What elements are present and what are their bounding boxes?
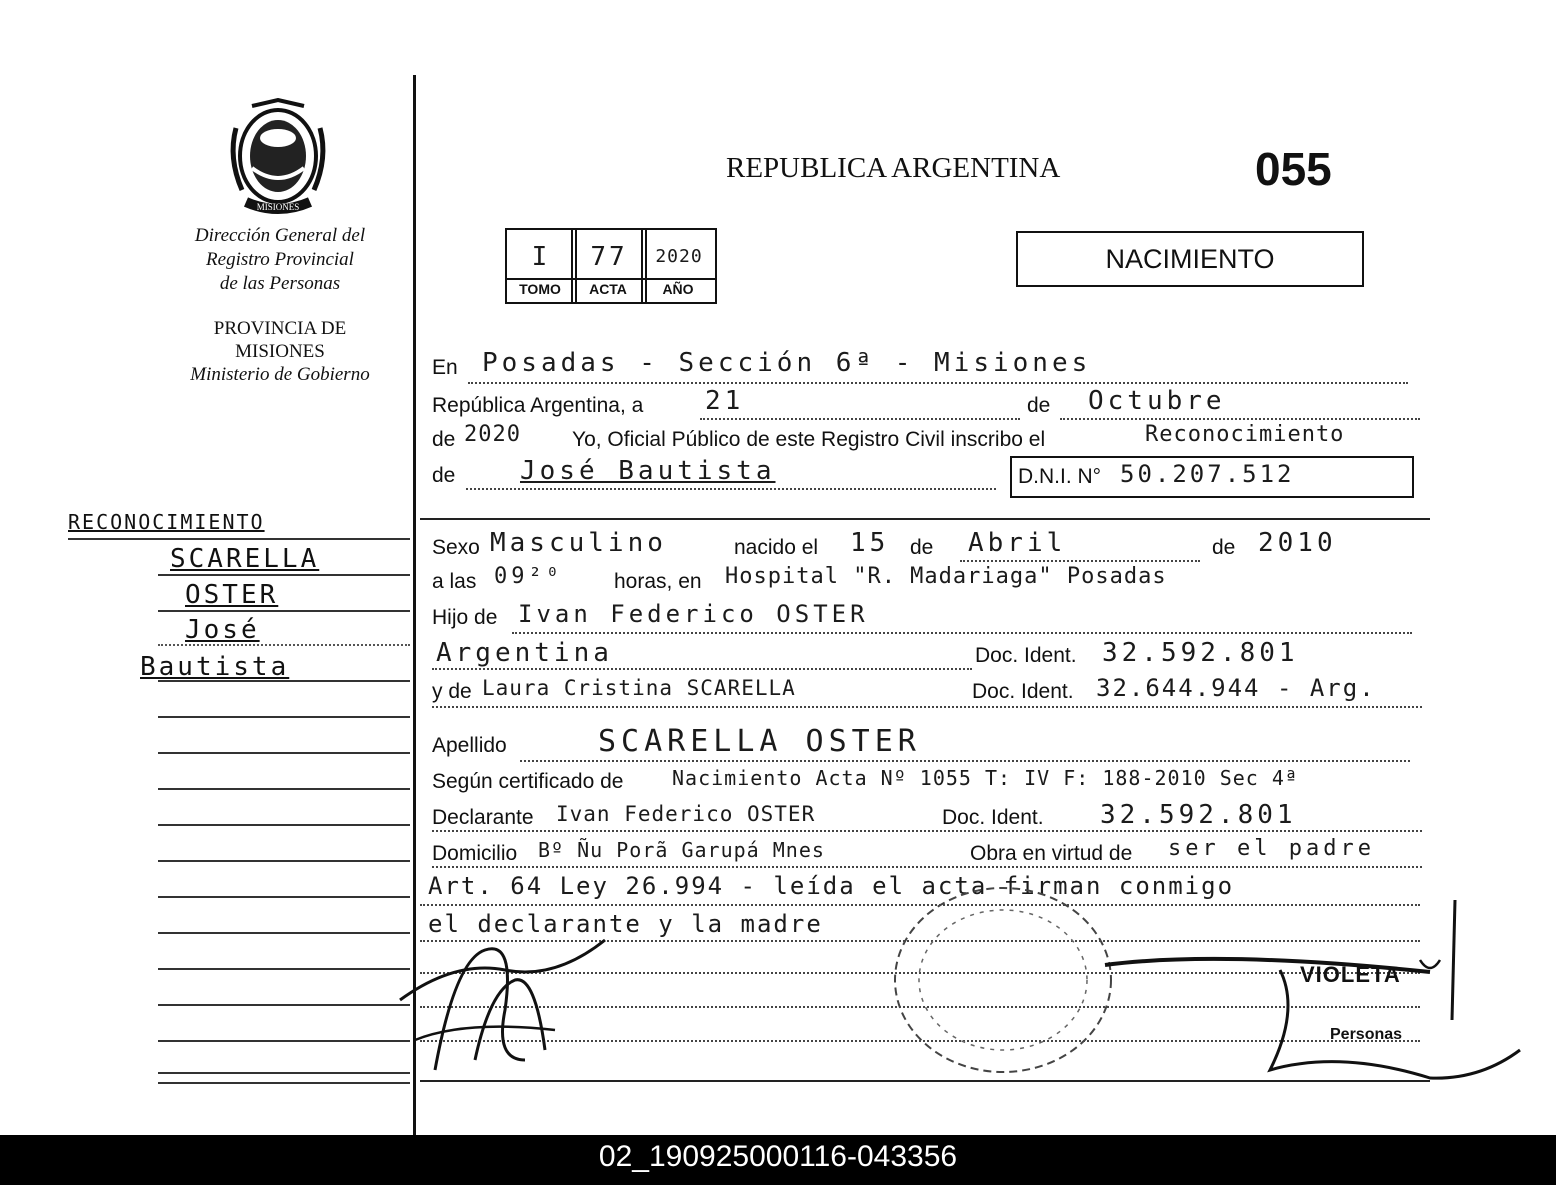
margin-rule [158,788,410,790]
margin-rule [158,860,410,862]
margin-note-line3: José [185,615,260,645]
birth-month-value: Abril [968,528,1067,558]
mother-doc-value: 32.644.944 - Arg. [1096,674,1376,702]
horas-label: horas, en [614,570,702,593]
place-rule [468,382,1408,384]
apellido-rule [520,760,1410,762]
month-rule [1060,418,1420,420]
de4-label: de [1212,536,1236,559]
day-rule [700,418,1020,420]
margin-note-line2: OSTER [185,580,279,610]
official-name: VIOLETA [1300,962,1401,987]
certificado-value: Nacimiento Acta Nº 1055 T: IV F: 188-2010 Sec 4ª [672,766,1298,790]
margin-rule [158,610,410,612]
official-title: Personas [1330,1026,1403,1043]
margin-note-line4: Bautista [140,652,290,682]
mother-value: Laura Cristina SCARELLA [482,676,796,700]
margin-rule [158,574,410,576]
hijo-label: Hijo de [432,606,498,629]
margin-rule [158,896,410,898]
birth-day-value: 15 [850,528,890,558]
extra-line2: el declarante y la madre [428,910,823,938]
dni-label: D.N.I. N° [1018,465,1102,488]
section-separator [420,518,1430,520]
father-nat-rule [432,668,972,670]
apellido-label: Apellido [432,734,507,757]
folio-number: 055 [1255,143,1332,195]
nacido-label: nacido el [734,536,819,559]
declarante-doc-value: 32.592.801 [1100,800,1297,830]
y-de-label: y de [432,680,472,703]
ministry-name: Ministerio de Gobierno [190,364,370,385]
footer-bar [0,1135,1556,1185]
agency-line3: de las Personas [219,273,341,294]
margin-rule [158,680,410,682]
margin-rule [158,1082,410,1084]
hour-value: 09²⁰ [494,564,563,589]
margin-rule [158,1040,410,1042]
declarante-label: Declarante [432,806,534,829]
republica-label: República Argentina, a [432,394,644,417]
margin-rule [158,644,410,646]
province-line2: MISIONES [235,341,325,362]
father-nat-value: Argentina [436,638,613,668]
seal-text: MISIONES [256,202,300,212]
margin-rule [158,932,410,934]
year-value: 2020 [464,422,521,447]
declarant-signature-icon [395,920,635,1080]
segun-label: Según certificado de [432,770,624,793]
margin-rule [158,1072,410,1074]
year-prefix-label: de [432,428,456,451]
mother-doc-label: Doc. Ident. [972,680,1074,703]
father-value: Ivan Federico OSTER [518,600,869,628]
margin-note-line1: SCARELLA [170,544,320,574]
de2-label: de [432,464,456,487]
dni-value: 50.207.512 [1120,460,1295,488]
apellido-value: SCARELLA OSTER [598,724,921,759]
domicilio-value: Bº Ñu Porã Garupá Mnes [538,838,825,862]
day-value: 21 [705,386,745,416]
agency-name [160,224,400,296]
doc-type-label: NACIMIENTO [1105,244,1275,274]
inscribe-text: Yo, Oficial Público de este Registro Civil inscribo el [572,428,1046,451]
footer-code: 02_190925000116-043356 [598,1140,958,1173]
tomo-value: I [531,242,551,272]
act-kind-value: Reconocimiento [1145,422,1345,447]
declarante-doc-label: Doc. Ident. [942,806,1044,829]
book-labels-divider [505,278,715,280]
dni-box [1010,456,1414,498]
country-title: REPUBLICA ARGENTINA [726,152,1061,184]
agency-line1: Dirección General del [194,225,366,246]
birth-month-rule [960,560,1200,562]
birth-year-value: 2010 [1258,528,1337,558]
name-rule [466,488,996,490]
place-value: Posadas - Sección 6ª - Misiones [482,348,1092,378]
en-label: En [432,356,458,379]
official-stamp-icon [888,880,1118,1080]
obra-value: ser el padre [1168,836,1375,861]
father-doc-label: Doc. Ident. [975,644,1077,667]
birthplace-value: Hospital "R. Madariaga" Posadas [725,564,1167,589]
coat-of-arms-icon [222,98,334,216]
tomo-label: TOMO [519,281,561,297]
father-rule [512,632,1412,634]
alas-label: a las [432,570,477,593]
acta-value: 77 [590,242,628,272]
mother-rule [432,706,1422,708]
de-label: de [1027,394,1051,417]
acta-label: ACTA [589,281,627,297]
province-line1: PROVINCIA DE [213,318,347,339]
domicilio-rule [432,866,1422,868]
anio-label: AÑO [662,281,694,297]
month-value: Octubre [1088,386,1226,416]
domicilio-label: Domicilio [432,842,518,865]
anio-value: 2020 [655,246,703,267]
margin-rule [158,968,410,970]
official-signature-icon [1100,890,1530,1090]
name-value: José Bautista [520,456,776,486]
margin-rule [68,538,410,540]
agency-line2: Registro Provincial [206,249,354,270]
margin-note-title: RECONOCIMIENTO [68,510,265,534]
sexo-value: Masculino [490,528,667,558]
province-block [160,317,400,386]
margin-rule [158,716,410,718]
extra-line1: Art. 64 Ley 26.994 - leída el acta firman conmigo [428,872,1235,900]
doc-type-box [1016,231,1364,287]
margin-rule [158,824,410,826]
margin-rule [158,752,410,754]
sexo-label: Sexo [432,536,480,559]
declarante-rule [432,830,1422,832]
obra-label: Obra en virtud de [970,842,1133,865]
margin-rule [158,1004,410,1006]
father-doc-value: 32.592.801 [1102,638,1299,668]
de3-label: de [910,536,934,559]
declarante-value: Ivan Federico OSTER [556,802,816,826]
